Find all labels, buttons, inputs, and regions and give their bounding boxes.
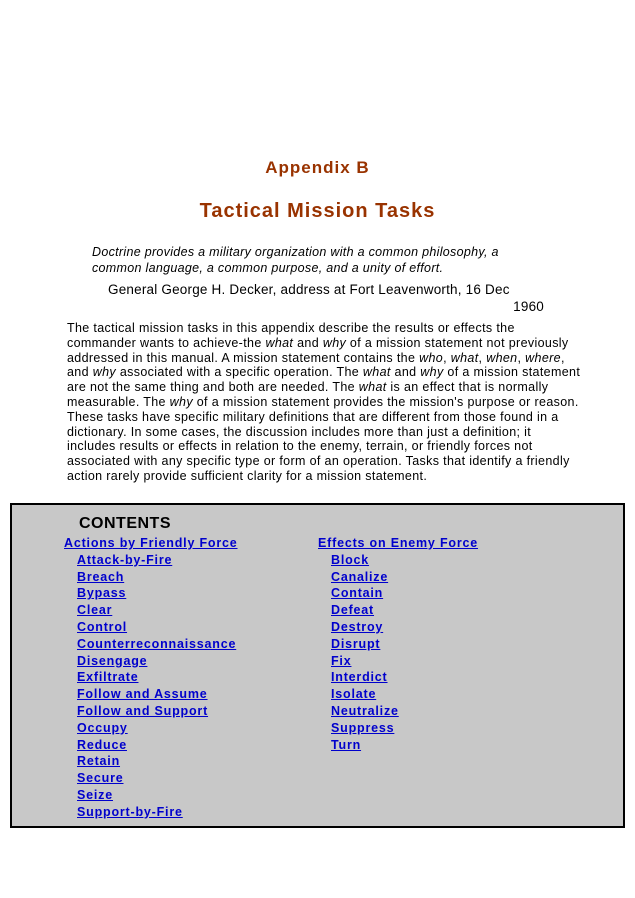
emphasis-why: why xyxy=(322,335,347,350)
link-effects-on-enemy-force[interactable]: Effects on Enemy Force xyxy=(318,536,479,550)
link-disrupt[interactable]: Disrupt xyxy=(331,636,381,651)
paragraph-text: of a mission statement provides the mission's purpose or reason. These tasks have specific military definitions that are different from those found in a dictionary. In some cases, the discussion includes more than just a definition; it includes results or effects in relation to the enemy, terrain, or friendly forces not associated with any specific type or form of an operation. Tasks that identify a friendly action rarely provide sufficient clarity for a mission statement. xyxy=(67,394,579,483)
paragraph-text: is an effect that is normally measurable. The xyxy=(67,380,549,409)
link-disengage[interactable]: Disengage xyxy=(77,653,148,668)
contents-title: CONTENTS xyxy=(79,515,171,532)
link-defeat[interactable]: Defeat xyxy=(331,603,375,618)
link-breach[interactable]: Breach xyxy=(77,569,125,584)
link-clear[interactable]: Clear xyxy=(77,603,113,618)
attribution-text: General George H. Decker, address at Fort Leavenworth, 16 Dec xyxy=(108,282,510,297)
paragraph-text: associated with a specific operation. The xyxy=(116,365,363,380)
paragraph-text: and xyxy=(390,365,421,380)
link-canalize[interactable]: Canalize xyxy=(331,569,389,584)
appendix-label: Appendix B xyxy=(265,158,370,177)
epigraph-quote: Doctrine provides a military organization with a common philosophy, a common language, a common purpose, and a unity of effort. xyxy=(92,245,499,275)
link-isolate[interactable]: Isolate xyxy=(331,687,377,702)
link-follow-and-assume[interactable]: Follow and Assume xyxy=(77,687,208,702)
emphasis-what: what xyxy=(358,380,387,395)
link-bypass[interactable]: Bypass xyxy=(77,586,127,601)
link-seize[interactable]: Seize xyxy=(77,787,113,802)
emphasis-where: where xyxy=(525,350,561,365)
link-destroy[interactable]: Destroy xyxy=(331,619,384,634)
emphasis-who: who xyxy=(419,350,444,365)
paragraph-text: of a mission statement are not the same thing and both are needed. The xyxy=(67,365,581,395)
emphasis-why: why xyxy=(169,394,193,409)
paragraph-text: , xyxy=(478,350,487,365)
emphasis-why: why xyxy=(420,365,444,380)
link-suppress[interactable]: Suppress xyxy=(331,720,395,735)
link-attack-by-fire[interactable]: Attack-by-Fire xyxy=(77,552,173,567)
epigraph-attribution xyxy=(108,281,544,315)
emphasis-when: when xyxy=(486,350,518,365)
link-contain[interactable]: Contain xyxy=(331,586,384,601)
attribution-year: 1960 xyxy=(513,299,544,314)
contents-box xyxy=(10,503,625,828)
emphasis-what: what xyxy=(450,350,479,365)
paragraph-text: and xyxy=(293,335,323,350)
paragraph-text: , and xyxy=(67,350,565,380)
intro-paragraph xyxy=(67,321,583,484)
paragraph-text: The tactical mission tasks in this appendix describe the results or effects the commander wants to achieve-the xyxy=(67,321,515,350)
link-interdict[interactable]: Interdict xyxy=(331,670,388,685)
link-block[interactable]: Block xyxy=(331,552,370,567)
link-occupy[interactable]: Occupy xyxy=(77,720,128,735)
emphasis-what: what xyxy=(265,335,294,350)
emphasis-what: what xyxy=(362,365,391,380)
paragraph-text: of a mission statement not previously addressed in this manual. A mission statement contains the xyxy=(67,335,569,365)
page-title: Tactical Mission Tasks xyxy=(199,200,436,222)
link-follow-and-support[interactable]: Follow and Support xyxy=(77,703,209,718)
link-actions-by-friendly-force[interactable]: Actions by Friendly Force xyxy=(64,536,238,550)
paragraph-text: , xyxy=(517,350,526,365)
link-control[interactable]: Control xyxy=(77,619,128,634)
link-counterreconnaissance[interactable]: Counterreconnaissance xyxy=(77,636,237,651)
link-support-by-fire[interactable]: Support-by-Fire xyxy=(77,804,183,819)
link-retain[interactable]: Retain xyxy=(77,754,121,769)
link-fix[interactable]: Fix xyxy=(331,653,352,668)
link-neutralize[interactable]: Neutralize xyxy=(331,703,399,718)
link-secure[interactable]: Secure xyxy=(77,771,124,786)
enemy-effects-column xyxy=(318,535,478,753)
emphasis-why: why xyxy=(92,365,117,380)
link-reduce[interactable]: Reduce xyxy=(77,737,127,752)
link-exfiltrate[interactable]: Exfiltrate xyxy=(77,670,139,685)
paragraph-text: , xyxy=(443,350,451,365)
link-turn[interactable]: Turn xyxy=(331,737,362,752)
friendly-actions-column xyxy=(64,535,238,821)
